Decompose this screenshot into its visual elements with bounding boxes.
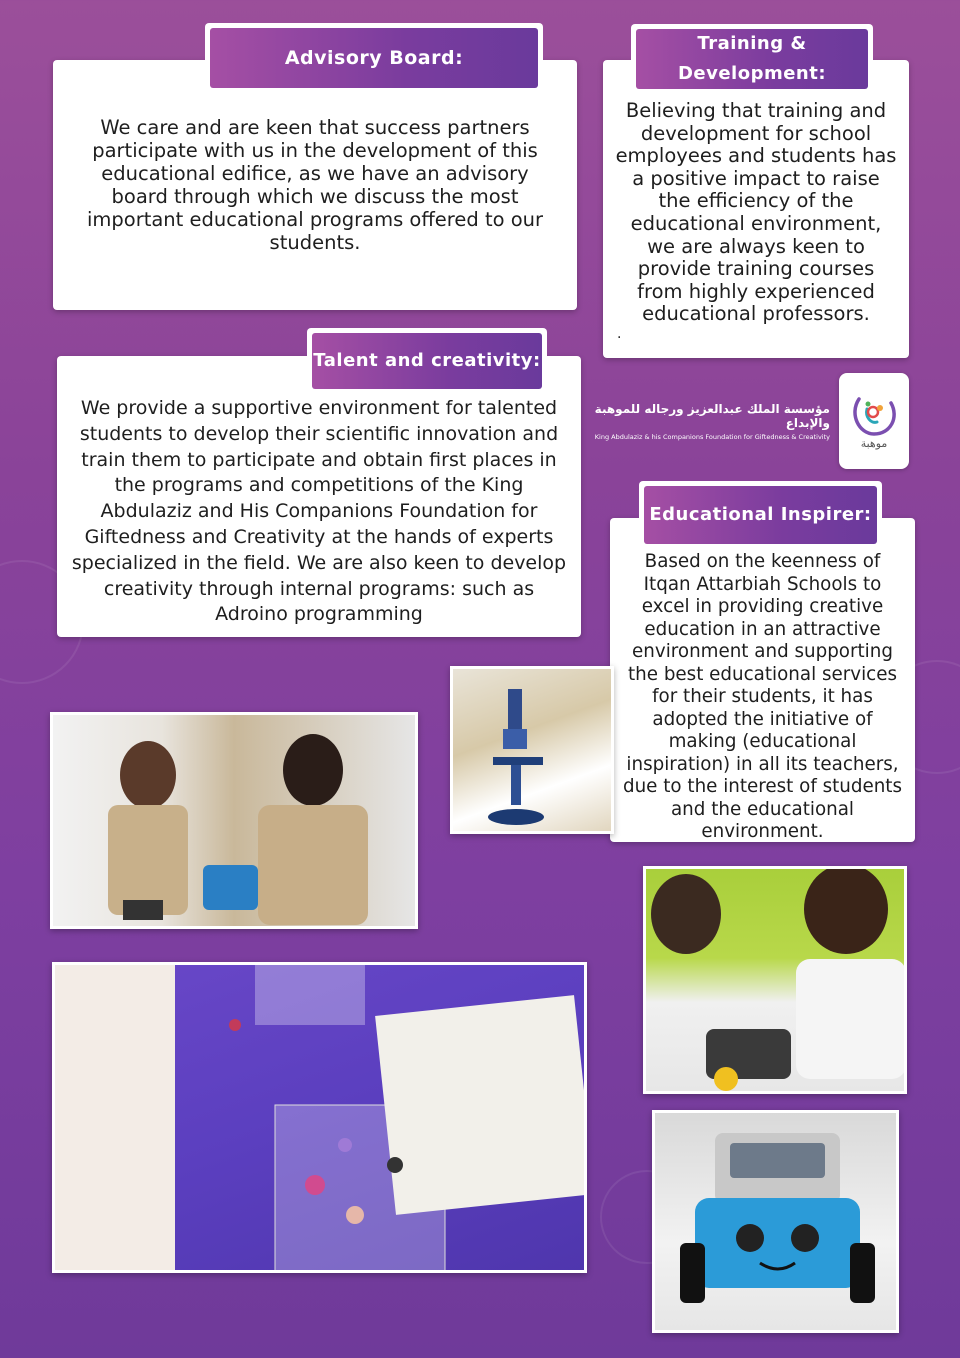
mawhiba-logo-label: موهبة — [860, 437, 888, 450]
students-robot-icon — [53, 715, 418, 929]
photo-boy-girl-robot — [643, 866, 907, 1094]
advisory-title: Advisory Board: — [210, 28, 538, 88]
lego-table-icon — [55, 965, 587, 1273]
talent-title: Talent and creativity: — [312, 333, 542, 389]
foundation-name-ar: مؤسسة الملك عبدالعزيز ورجاله للموهبة والإبداع — [594, 402, 830, 430]
training-text: Believing that training and development for school employees and students has a positive impact to raise the efficiency of the educational environment, we are always keen to provide training courses from highly experienced educational professors. — [615, 99, 897, 326]
photo-mbot-robot — [652, 1110, 899, 1333]
photo-microscope — [450, 666, 614, 834]
talent-title-frame — [307, 328, 547, 394]
foundation-name-en: King Abdulaziz & his Companions Foundation for Giftedness & Creativity — [594, 433, 830, 441]
training-title: Training & Development: — [636, 29, 868, 89]
talent-card — [57, 356, 581, 637]
inspirer-card — [610, 518, 915, 842]
talent-text: We provide a supportive environment for talented students to develop their scientific innovation and train them to participate and obtain first places in the programs and competitions of the King Abdulaziz and His Companions Foundation for Giftedness and Creativity at the hands of experts specialized in the field. We are also keen to develop creativity through internal programs: such as Adroino programming — [71, 397, 567, 626]
training-card — [603, 60, 909, 358]
training-title-frame — [631, 24, 873, 94]
inspirer-title: Educational Inspirer: — [644, 486, 877, 544]
photo-lego-table — [52, 962, 587, 1273]
advisory-card — [53, 60, 577, 310]
inspirer-title-frame — [639, 481, 882, 549]
foundation-logo-text — [560, 402, 830, 441]
inspirer-text: Based on the keenness of Itqan Attarbiah Schools to excel in providing creative education in an attractive environment and supporting the best educational services for their students, it has adopted the initiative of making (educational inspiration) in all its teachers, due to the interest of students and the educational environment. — [622, 551, 902, 842]
photo-students-robot — [50, 712, 418, 929]
mbot-robot-icon — [655, 1113, 899, 1333]
training-mark: . — [617, 326, 622, 342]
mawhiba-logo — [839, 373, 909, 469]
microscope-icon — [453, 669, 614, 834]
advisory-text: We care and are keen that success partners participate with us in the development of this educational edifice, as we have an advisory board through which we discuss the most important educational programs offered to our students. — [86, 116, 544, 254]
advisory-title-frame — [205, 23, 543, 93]
boy-girl-robot-icon — [646, 869, 907, 1094]
